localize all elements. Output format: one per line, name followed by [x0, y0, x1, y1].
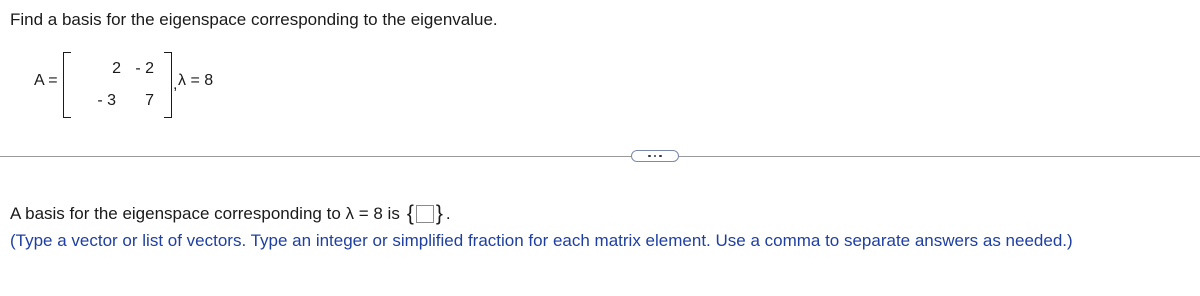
question-prompt: Find a basis for the eigenspace corresponding to the eigenvalue. — [10, 10, 498, 29]
matrix-label: A = — [34, 72, 58, 89]
matrix-right-bracket — [164, 52, 172, 118]
ellipsis-icon-dot — [659, 155, 662, 158]
matrix-cell-r2c1: - 3 — [97, 92, 116, 109]
answer-instructions: (Type a vector or list of vectors. Type an integer or simplified fraction for each matrix element. Use a comma to separate answers as needed.) — [10, 231, 1073, 250]
close-brace: } — [435, 202, 443, 225]
ellipsis-icon-dot — [654, 155, 657, 158]
section-divider — [0, 156, 1200, 157]
open-brace: { — [406, 202, 414, 225]
matrix-equation — [34, 52, 254, 122]
ellipsis-icon — [648, 155, 651, 158]
eigenvalue: λ = 8 — [178, 72, 214, 89]
matrix-comma: , — [173, 76, 178, 93]
matrix-cell-r2c2: 7 — [145, 92, 154, 109]
matrix-cell-r1c2: - 2 — [135, 60, 154, 77]
matrix-left-bracket — [63, 52, 71, 118]
more-options-button[interactable] — [631, 150, 679, 162]
matrix-cell-r1c1: 2 — [112, 60, 121, 77]
answer-prefix: A basis for the eigenspace corresponding to λ = 8 is — [10, 204, 400, 223]
answer-period: . — [445, 204, 451, 223]
answer-line — [10, 204, 451, 224]
answer-input[interactable] — [416, 205, 434, 223]
